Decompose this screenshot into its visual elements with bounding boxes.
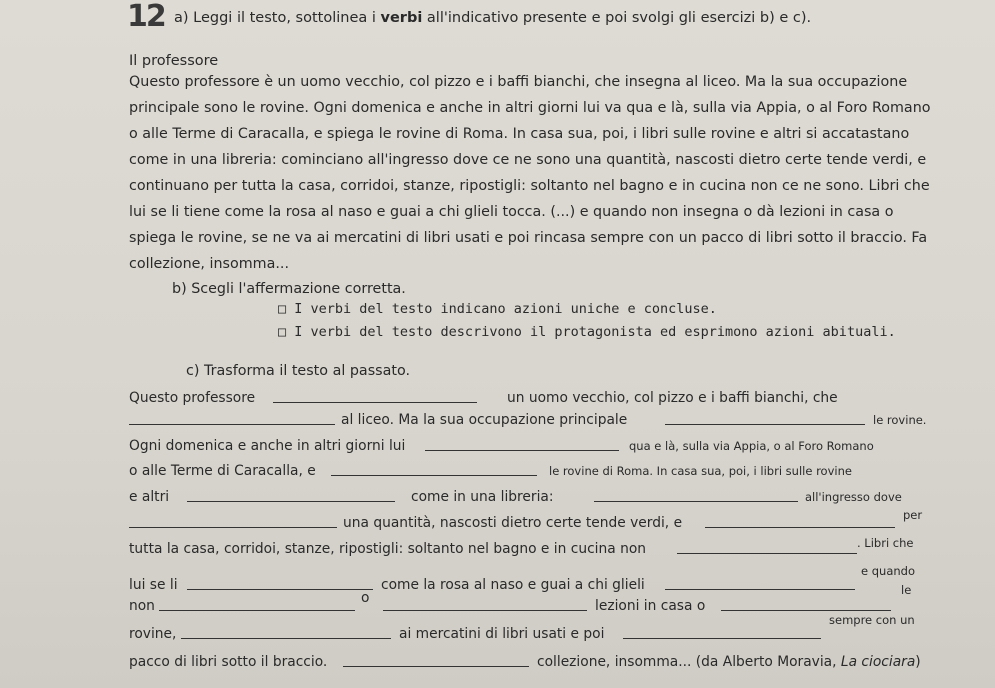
- answer-blank[interactable]: [159, 610, 355, 611]
- part-b-option-1[interactable]: □ I verbi del testo indicano azioni uniche e concluse.: [278, 301, 717, 317]
- fill-row: o alle Terme di Caracalla, e le rovine di Roma. In casa sua, poi, i libri sulle rovine: [129, 463, 852, 479]
- fill-row: pacco di libri sotto il braccio. collezione, insomma... (da Alberto Moravia, La ciociara): [129, 654, 921, 670]
- fill-row: rovine, ai mercatini di libri usati e poi sempre con un: [129, 613, 915, 642]
- fill-row: una quantità, nascosti dietro certe tende verdi, e per: [129, 513, 919, 533]
- answer-blank[interactable]: [677, 553, 857, 554]
- text-line: come in una libreria: cominciano all'ingresso dove ce ne sono una quantità, nascosti dietro certe tende verdi, e: [129, 152, 927, 168]
- text-title: Il professore: [129, 53, 219, 69]
- instruction-a: a) Leggi il testo, sottolinea i verbi all'indicativo presente e poi svolgi gli esercizi b) e c).: [174, 10, 812, 26]
- part-b-option-2[interactable]: □ I verbi del testo descrivono il protagonista ed esprimono azioni abituali.: [278, 324, 896, 340]
- answer-blank[interactable]: [187, 501, 395, 502]
- text-line: lui se li tiene come la rosa al naso e guai a chi glieli tocca. (...) e quando non insegna o dà lezioni in casa o: [129, 204, 894, 220]
- answer-blank[interactable]: [705, 527, 895, 528]
- answer-blank[interactable]: [187, 589, 373, 590]
- answer-blank[interactable]: [383, 610, 587, 611]
- text-line: continuano per tutta la casa, corridoi, stanze, ripostigli: soltanto nel bagno e in cucina non ce ne sono. Libri che: [129, 178, 930, 194]
- fill-row: non o lezioni in casa o le: [129, 583, 912, 614]
- text-line: collezione, insomma...: [129, 256, 289, 272]
- part-c-prompt: c) Trasforma il testo al passato.: [186, 363, 410, 379]
- text-line: spiega le rovine, se ne va ai mercatini di libri usati e poi rincasa sempre con un pacco di libri sotto il braccio. Fa: [129, 230, 928, 246]
- text-line: Questo professore è un uomo vecchio, col pizzo e i baffi bianchi, che insegna al liceo. Ma la sua occupazione: [129, 74, 908, 90]
- part-b-prompt: b) Scegli l'affermazione corretta.: [172, 281, 406, 297]
- fill-row: Ogni domenica e anche in altri giorni lui qua e là, sulla via Appia, o al Foro Romano: [129, 438, 874, 454]
- answer-blank[interactable]: [623, 638, 821, 639]
- answer-blank[interactable]: [594, 501, 798, 502]
- exercise-number: 12: [127, 0, 165, 34]
- text-line: principale sono le rovine. Ogni domenica e anche in altri giorni lui va qua e là, sulla via Appia, o al Foro Romano: [129, 100, 931, 116]
- answer-blank[interactable]: [425, 450, 619, 451]
- answer-blank[interactable]: [129, 527, 337, 528]
- answer-blank[interactable]: [665, 589, 855, 590]
- fill-row: tutta la casa, corridoi, stanze, ripostigli: soltanto nel bagno e in cucina non . Libri che: [129, 536, 914, 557]
- fill-row: Questo professore un uomo vecchio, col pizzo e i baffi bianchi, che: [129, 390, 838, 406]
- answer-blank[interactable]: [273, 402, 477, 403]
- answer-blank[interactable]: [343, 666, 529, 667]
- fill-row: al liceo. Ma la sua occupazione principale le rovine.: [129, 410, 919, 430]
- answer-blank[interactable]: [331, 475, 537, 476]
- fill-row: e altri come in una libreria: all'ingresso dove: [129, 489, 902, 505]
- answer-blank[interactable]: [129, 424, 335, 425]
- source-credit: collezione, insomma... (da Alberto Moravia, La ciociara): [537, 654, 921, 670]
- answer-blank[interactable]: [665, 424, 865, 425]
- fill-row: lui se li come la rosa al naso e guai a chi glieli e quando: [129, 564, 915, 593]
- text-line: o alle Terme di Caracalla, e spiega le rovine di Roma. In casa sua, poi, i libri sulle rovine e altri si accatastano: [129, 126, 910, 142]
- answer-blank[interactable]: [181, 638, 391, 639]
